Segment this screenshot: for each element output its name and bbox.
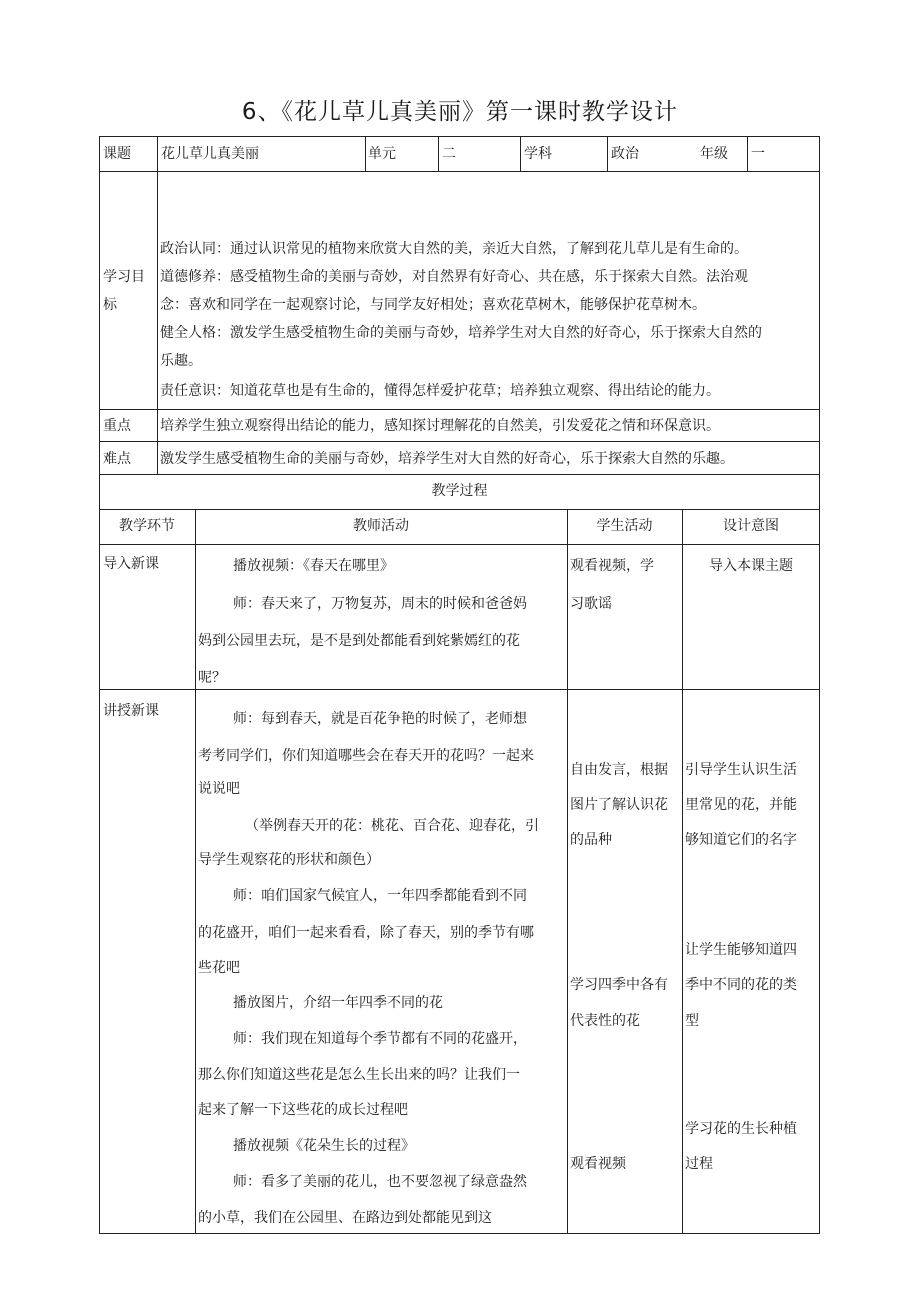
objective-line: 健全人格：激发学生感受植物生命的美丽与奇妙，培养学生对大自然的好奇心，乐于探索大自然的 [160,325,762,341]
key-point-label: 重点 [103,418,131,434]
objective-line: 乐趣。 [160,353,202,369]
objective-line: 责任意识：知道花草也是有生命的，懂得怎样爱护花草；培养独立观察、得出结论的能力。 [160,383,720,399]
teacher-line: 妈到公园里去玩，是不是到处都能看到姹紫嫣红的花 [198,633,520,649]
column-header-student: 学生活动 [596,518,653,534]
intent-line: 季中不同的花的类 [685,977,797,993]
grade-label: 年级 [700,146,728,162]
intent-line: 里常见的花，并能 [685,797,797,813]
row-divider [99,441,820,442]
intent-line: 型 [685,1013,699,1029]
grade-value: 一 [751,146,765,162]
intro-stage: 导入新课 [103,556,159,572]
document-title: 6、《花儿草儿真美丽》第一课时教学设计 [241,99,679,125]
column-divider [607,136,608,171]
teacher-line: 那么你们知道这些花是怎么生长出来的吗？让我们一 [198,1067,520,1083]
column-divider [682,509,683,1234]
unit-label: 单元 [368,146,396,162]
teacher-line: （举例春天开的花：桃花、百合花、迎春花，引 [245,818,539,834]
teacher-line: 师：我们现在知道每个季节都有不同的花盛开， [233,1031,527,1047]
teacher-line: 师：春天来了，万物复苏，周末的时候和爸爸妈 [233,596,527,612]
subject-label: 课题 [103,146,131,162]
difficulty-text: 激发学生感受植物生命的美丽与奇妙，培养学生对大自然的好奇心，乐于探索大自然的乐趣。 [160,451,734,467]
row-divider [99,689,820,690]
column-header-intent: 设计意图 [723,518,779,534]
difficulty-label: 难点 [103,451,131,467]
key-point-text: 培养学生独立观察得出结论的能力，感知探讨理解花的自然美，引发爱花之情和环保意识。 [160,418,720,434]
teacher-line: 些花吧 [198,960,240,976]
student-line: 观看视频 [570,1156,626,1172]
row-divider [99,544,820,545]
teacher-line: 播放视频《花朵生长的过程》 [233,1138,415,1154]
teacher-line: 的小草，我们在公园里、在路边到处都能见到这 [198,1210,492,1226]
student-line: 的品种 [570,832,612,848]
teacher-line: 的花盛开，咱们一起来看看，除了春天，别的季节有哪 [198,925,534,941]
teacher-line: 起来了解一下这些花的成长过程吧 [198,1102,408,1118]
lecture-stage: 讲授新课 [103,703,159,719]
discipline-label: 学科 [524,146,552,162]
intro-intent: 导入本课主题 [709,558,793,574]
student-line: 代表性的花 [570,1013,640,1029]
teacher-line: 播放视频：《春天在哪里》 [233,558,394,574]
unit-value: 二 [442,146,456,162]
row-divider [99,171,820,172]
objectives-label-cont: 标 [103,297,117,313]
subject-value: 花儿草儿真美丽 [161,146,259,162]
row-divider [99,509,820,510]
teacher-line: 考考同学们，你们知道哪些会在春天开的花吗？一起来 [198,748,534,764]
column-header-teacher: 教师活动 [353,518,409,534]
teacher-line: 导学生观察花的形状和颜色） [198,852,380,868]
teacher-line: 说说吧 [198,781,240,797]
student-line: 自由发言，根据 [570,762,668,778]
objective-line: 念：喜欢和同学在一起观察讨论，与同学友好相处；喜欢花草树木，能够保护花草树木。 [160,297,706,313]
teacher-line: 播放图片，介绍一年四季不同的花 [233,995,443,1011]
column-divider [520,136,521,171]
intent-line: 够知道它们的名字 [685,832,797,848]
process-heading: 教学过程 [431,483,488,499]
teacher-line: 师：看多了美丽的花儿，也不要忽视了绿意盎然 [233,1174,527,1190]
teacher-line: 师：咱们国家气候宜人，一年四季都能看到不同 [233,888,527,904]
intent-line: 学习花的生长种植 [685,1121,797,1137]
row-divider [99,409,820,410]
objective-line: 道德修养：感受植物生命的美丽与奇妙，对自然界有好奇心、共在感，乐于探索大自然。法治观 [160,269,748,285]
column-header-stage: 教学环节 [119,518,175,534]
intent-line: 过程 [685,1156,713,1172]
column-divider [567,509,568,1234]
column-divider [747,136,748,171]
column-divider [438,136,439,171]
objective-line: 政治认同：通过认识常见的植物来欣赏大自然的美，亲近大自然，了解到花儿草儿是有生命的。 [160,241,748,257]
teacher-line: 呢？ [198,670,226,686]
column-divider [157,136,158,474]
student-line: 观看视频，学 [570,558,654,574]
discipline-value: 政治 [611,146,639,162]
student-line: 学习四季中各有 [570,977,668,993]
student-line: 习歌谣 [570,596,612,612]
student-line: 图片了解认识花 [570,797,668,813]
teacher-line: 师：每到春天，就是百花争艳的时候了，老师想 [233,711,527,727]
objectives-label: 学习目 [103,269,145,285]
row-divider [99,474,820,475]
intent-line: 引导学生认识生活 [685,762,797,778]
column-divider [195,509,196,1234]
intent-line: 让学生能够知道四 [685,942,797,958]
column-divider [365,136,366,171]
